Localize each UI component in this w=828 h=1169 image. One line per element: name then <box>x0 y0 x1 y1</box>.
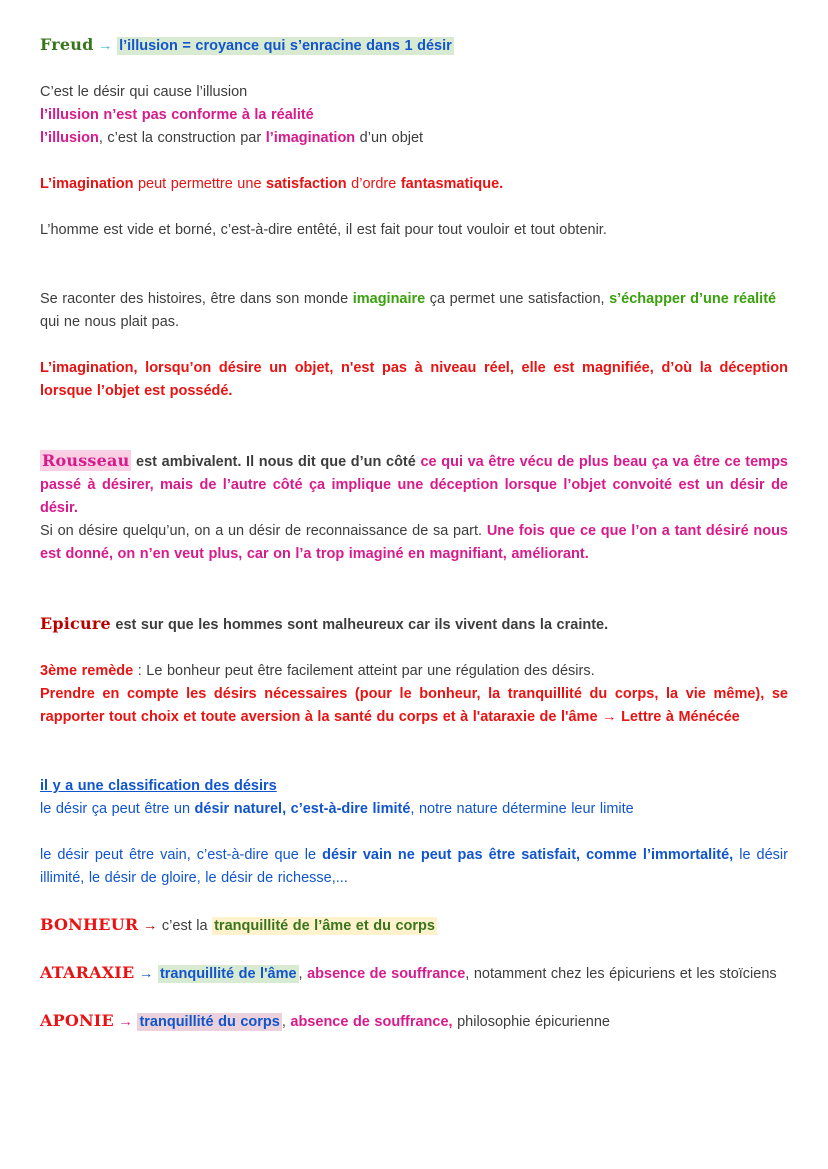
blank-line <box>40 821 788 844</box>
prendre-en-compte <box>40 683 788 729</box>
text-run: absence de souffrance <box>307 966 466 982</box>
text-run: L’imagination, lorsqu’on désire un objet, n'est pas à niveau réel, elle est magnifiée, d’où la déception lorsque l’objet est possédé. <box>40 360 788 399</box>
document-body <box>40 33 788 1034</box>
text-run: , notamment chez les épicuriens et les stoïciens <box>465 966 777 982</box>
illusion-construction <box>40 127 788 150</box>
aponie-term: APONIE <box>40 1011 114 1030</box>
classification-heading <box>40 775 788 798</box>
freud-definition <box>40 33 788 58</box>
text-run: désir naturel, c’est-à-dire limité <box>194 801 411 817</box>
text-run: tranquillité de l’âme et du corps <box>214 918 435 934</box>
blank-line <box>40 265 788 288</box>
arrow-right: → <box>93 38 118 54</box>
bonheur-definition <box>40 913 788 938</box>
arrow-right: → <box>134 966 158 982</box>
text-run: s’échapper d’une réalité <box>609 291 777 307</box>
text-run: Se raconter des histoires, être dans son monde <box>40 291 353 307</box>
blank-line <box>40 58 788 81</box>
freud-term: Freud <box>40 35 94 54</box>
aponie-definition <box>40 1009 788 1034</box>
rousseau-term: Rousseau <box>42 451 130 470</box>
text-run: c’est la <box>161 918 213 934</box>
arrow-right: → <box>138 918 162 934</box>
blank-line <box>40 196 788 219</box>
text-run: est ambivalent. Il nous dit que d’un côté <box>131 454 421 470</box>
text-run: 3ème remède <box>40 663 134 679</box>
text-run: le désir illimité, le désir de gloire, le désir de richesse,... <box>40 847 788 886</box>
blank-line <box>40 938 788 961</box>
text-run: est sur que les hommes sont malheureux car ils vivent dans la crainte. <box>110 617 609 633</box>
text-run: : Le bonheur peut être facilement atteint par une régulation des désirs. <box>133 663 595 679</box>
text-run: qui ne nous plait pas. <box>40 314 180 330</box>
text-run: peut permettre une <box>133 176 267 192</box>
text-run: C’est le désir qui cause l’illusion <box>40 84 248 100</box>
text-run: il y a une classification des désirs <box>40 778 277 794</box>
blank-line <box>40 242 788 265</box>
text-run: le désir peut être vain, c’est-à-dire que le <box>40 847 323 863</box>
text-run: , <box>298 966 308 982</box>
text-run: philosophie épicurienne <box>452 1014 610 1030</box>
text-run: ça permet une satisfaction, <box>425 291 610 307</box>
desir-reconnaissance <box>40 520 788 566</box>
text-run: l’imagination <box>265 130 356 146</box>
blank-line <box>40 150 788 173</box>
text-run: ce qui va être vécu de plus beau ça va être ce temps passé à désirer, mais de l’autre côté ça implique une déception lorsque l’objet convoité est un désir de désir. <box>40 454 789 516</box>
text-run: désir vain ne peut pas être satisfait, comme l’immortalité, <box>322 847 734 863</box>
text-run: tranquillité du corps <box>139 1014 280 1030</box>
text-run: d’ordre <box>346 176 401 192</box>
text-run: Une fois que ce que l’on a tant désiré nous est donné, on n’en veut plus, car on l’a trop imaginé en magnifiant, améliorant. <box>40 523 788 562</box>
desir-vain <box>40 844 788 890</box>
epicure-term: Epicure <box>40 614 111 633</box>
ataraxie-definition <box>40 961 788 986</box>
bonheur-term: BONHEUR <box>40 915 139 934</box>
freud-definition-highlight: l’illusion = croyance qui s’enracine dans 1 désir <box>119 38 452 54</box>
troisieme-remede <box>40 660 788 683</box>
text-run: Prendre en compte les désirs nécessaires (pour le bonheur, la tranquillité du corps, la vie même), se rapporter tout choix et toute aversion à la santé du corps et à l'ataraxie de l'âme → Lettre à Ménécée <box>40 686 788 725</box>
text-run: tranquillité de l'âme <box>159 966 297 982</box>
blank-line <box>40 637 788 660</box>
blank-line <box>40 566 788 589</box>
imagination-satisfaction <box>40 173 788 196</box>
text-run: d’un objet <box>355 130 424 146</box>
text-run: L’homme est vide et borné, c’est-à-dire entêté, il est fait pour tout vouloir et tout obtenir. <box>40 222 607 238</box>
rousseau-ambivalent <box>40 449 788 520</box>
text-run: , notre nature détermine leur limite <box>410 801 634 817</box>
blank-line <box>40 729 788 752</box>
illusion-not-conform <box>40 104 788 127</box>
blank-line <box>40 426 788 449</box>
desir-naturel <box>40 798 788 821</box>
text-run: l’illusion n’est pas conforme à la réalité <box>40 107 314 123</box>
illusion-cause <box>40 81 788 104</box>
text-run: l’illusion <box>40 130 99 146</box>
text-run: fantasmatique. <box>400 176 504 192</box>
se-raconter-des-histoires <box>40 288 788 334</box>
blank-line <box>40 986 788 1009</box>
blank-line <box>40 403 788 426</box>
blank-line <box>40 752 788 775</box>
ataraxie-term: ATARAXIE <box>40 963 135 982</box>
text-run: Si on désire quelqu’un, on a un désir de reconnaissance de sa part. <box>40 523 487 539</box>
text-run: satisfaction <box>266 176 347 192</box>
blank-line <box>40 589 788 612</box>
text-run: imaginaire <box>352 291 426 307</box>
blank-line <box>40 334 788 357</box>
text-run: , <box>281 1014 291 1030</box>
text-run: absence de souffrance, <box>290 1014 453 1030</box>
homme-vide <box>40 219 788 242</box>
text-run: le désir ça peut être un <box>40 801 195 817</box>
arrow-right: → <box>113 1014 138 1030</box>
epicure-crainte <box>40 612 788 637</box>
blank-line <box>40 890 788 913</box>
text-run: L’imagination <box>40 176 134 192</box>
imagination-magnifiee <box>40 357 788 403</box>
text-run: , c’est la construction par <box>98 130 266 146</box>
